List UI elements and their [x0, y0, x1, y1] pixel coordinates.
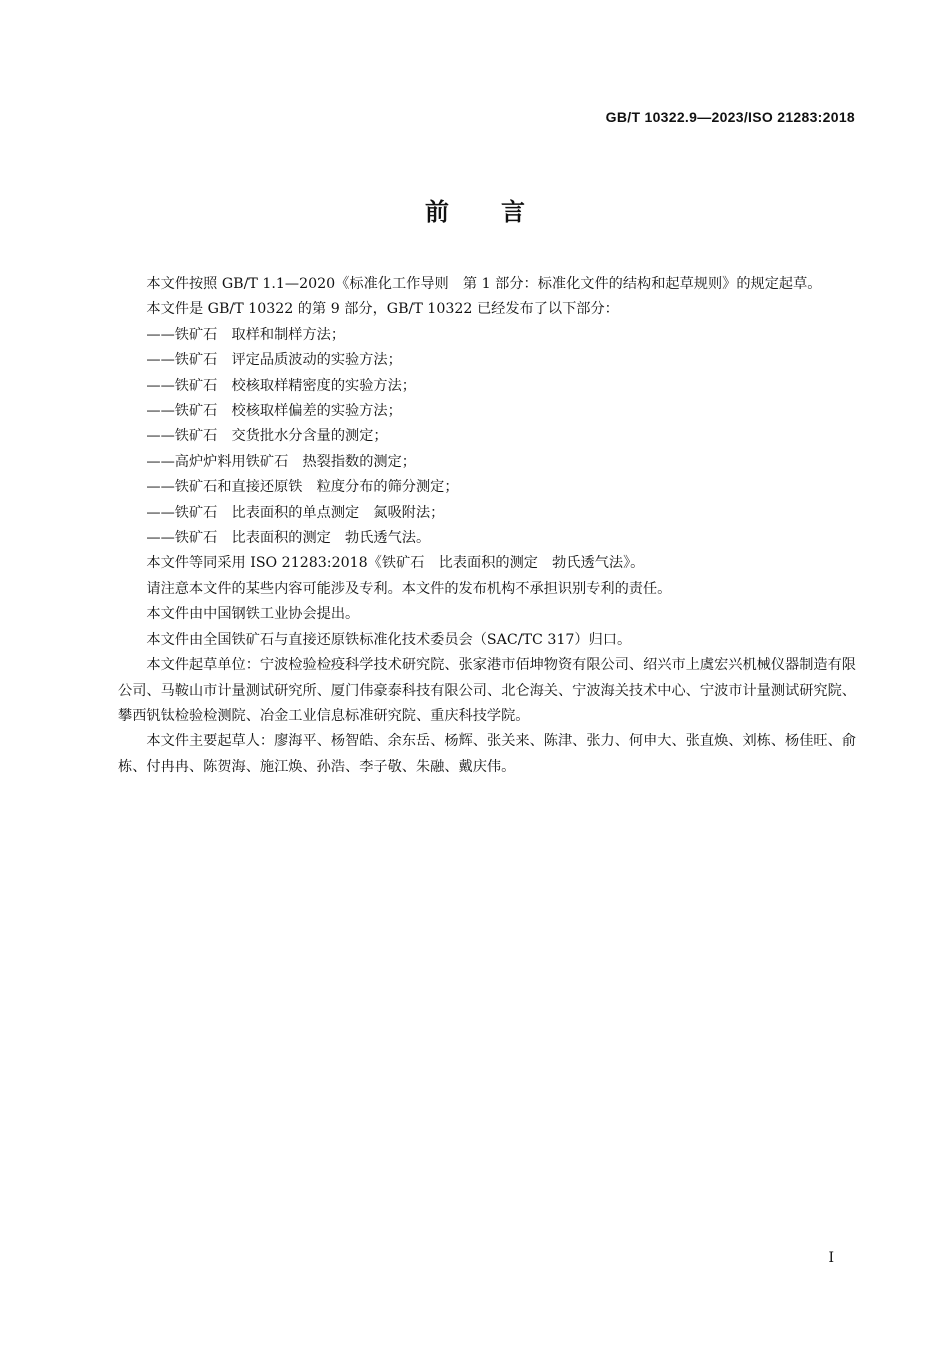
list-item-part: ——铁矿石 评定品质波动的实验方法； [146, 352, 402, 369]
list-item-part: ——铁矿石和直接还原铁 粒度分布的筛分测定； [146, 479, 459, 496]
paragraph-series-intro: 本文件是 GB/T 10322 的第 9 部分，GB/T 10322 已经发布了以下部分： [146, 301, 619, 318]
foreword-body [118, 272, 856, 780]
list-item-part: ——铁矿石 比表面积的单点测定 氮吸附法； [146, 504, 445, 521]
paragraph-committee: 本文件由全国铁矿石与直接还原铁标准化技术委员会（SAC/TC 317）归口。 [146, 631, 632, 648]
list-item-part: ——铁矿石 取样和制样方法； [146, 326, 346, 343]
page-title: 前言 [425, 198, 577, 226]
page-number: I [828, 1250, 834, 1266]
list-item-part: ——铁矿石 交货批水分含量的测定； [146, 428, 388, 445]
list-item-part: ——高炉炉料用铁矿石 热裂指数的测定； [146, 453, 416, 470]
paragraph-drafting-rules: 本文件按照 GB/T 1.1—2020《标准化工作导则 第 1 部分：标准化文件的结构和起草规则》的规定起草。 [146, 276, 822, 292]
standard-code: GB/T 10322.9—2023/ISO 21283:2018 [605, 109, 855, 125]
paragraph-drafting-units: 本文件起草单位：宁波检验检疫科学技术研究院、张家港市佰坤物资有限公司、绍兴市上虞宏兴机械仪器制造有限公司、马鞍山市计量测试研究所、厦门伟豪泰科技有限公司、北仑海关、宁波海关技术中心、宁波市计量测试研究院、攀西钒钛检验检测院、冶金工业信息标准研究院、重庆科技学院。 [118, 657, 856, 724]
list-item-part: ——铁矿石 校核取样精密度的实验方法； [146, 377, 416, 394]
paragraph-patent-notice: 请注意本文件的某些内容可能涉及专利。本文件的发布机构不承担识别专利的责任。 [146, 580, 672, 597]
list-item-part: ——铁矿石 校核取样偏差的实验方法； [146, 403, 402, 420]
paragraph-equivalence: 本文件等同采用 ISO 21283:2018《铁矿石 比表面积的测定 勃氏透气法》。 [146, 555, 645, 572]
paragraph-drafters: 本文件主要起草人：廖海平、杨智皓、余东岳、杨辉、张关来、陈津、张力、何申大、张直焕、刘栋、杨佳旺、俞栋、付冉冉、陈贺海、施江焕、孙浩、李子敬、朱融、戴庆伟。 [118, 733, 856, 775]
list-item-part: ——铁矿石 比表面积的测定 勃氏透气法。 [146, 530, 431, 547]
paragraph-proposer: 本文件由中国钢铁工业协会提出。 [146, 606, 360, 623]
